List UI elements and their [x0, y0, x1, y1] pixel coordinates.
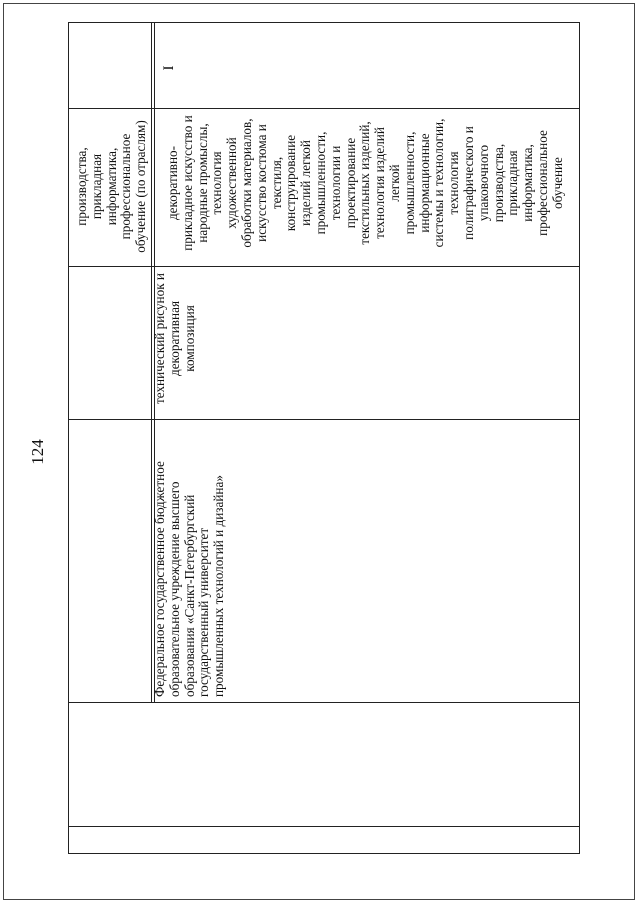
row2-university: Федеральное государственное бюджетное образовательное учреждение высшего образования «Санкт-Петербургский государственный университет промышленных технологий и дизайна»: [152, 461, 227, 697]
row1-profiles: производства, прикладная информатика, профессиональное обучение (по отраслям): [74, 120, 149, 253]
table-rule-2: [68, 266, 580, 267]
table-border-right: [579, 22, 580, 854]
table-border-top: [68, 22, 580, 23]
table-rule-4: [68, 702, 580, 703]
row2-subjects: технический рисунок и декоративная композиция: [152, 273, 197, 404]
table-border-bottom: [68, 853, 580, 854]
row2-marker: I: [161, 65, 177, 71]
table-rule-5: [68, 826, 580, 827]
page-number: 124: [28, 439, 47, 465]
table-rule-3: [68, 419, 580, 420]
table-border-left: [68, 22, 69, 854]
row2-profiles: декоративно- прикладное искусство и народные промыслы, технология художественной обработки материалов, искусство костюма и текстиля, конструирование изделий легкой промышленности, технологии и проектирование текстильных изделий, технология изделий легкой промышленности, информационные системы и технологии, технология полиграфического и упаковочного производства, прикладная информатика, профессиональное обучение: [165, 115, 565, 251]
